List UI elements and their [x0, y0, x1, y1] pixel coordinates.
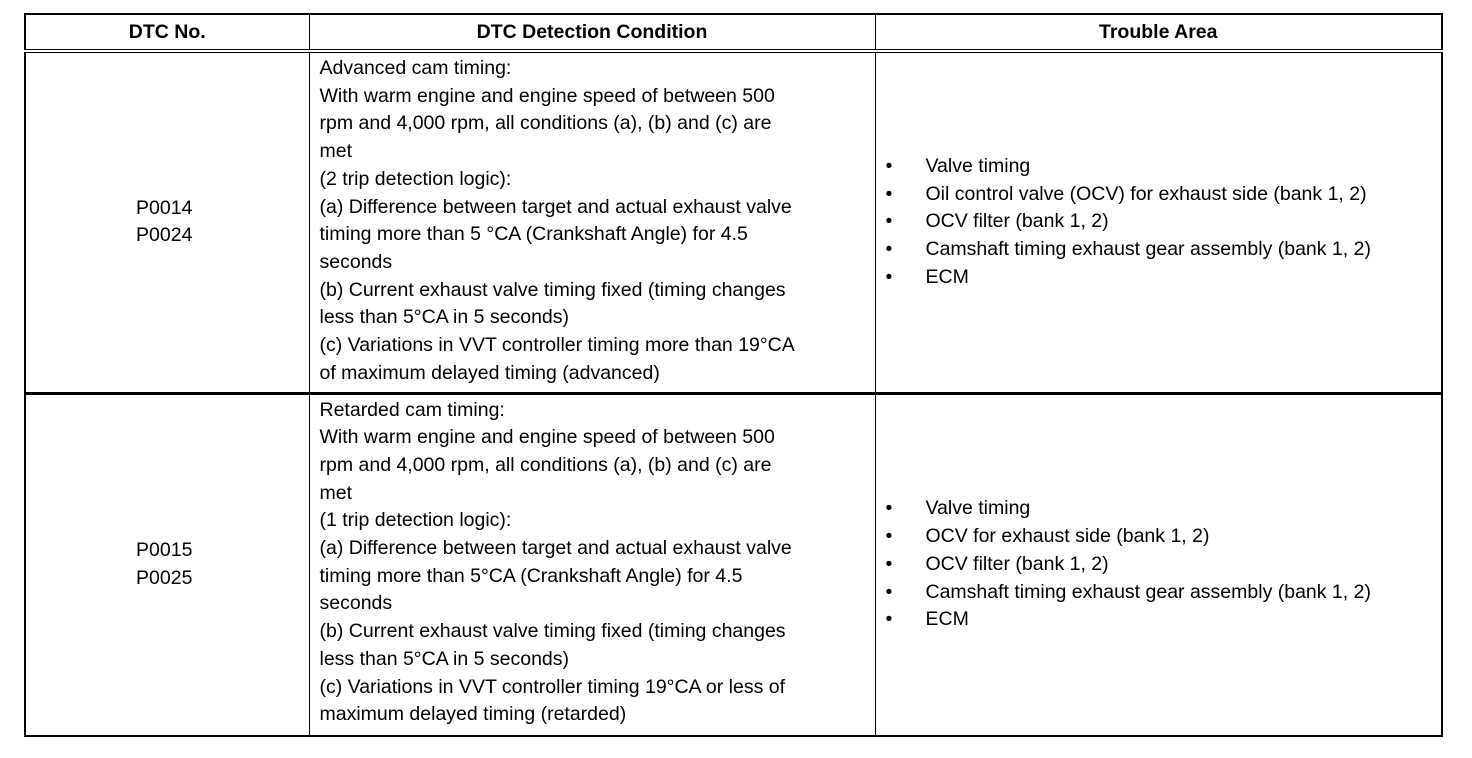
- header-detection-condition: DTC Detection Condition: [309, 14, 875, 51]
- table-row: [25, 51, 1442, 393]
- condition-line: Retarded cam timing:: [319, 398, 505, 421]
- trouble-area-cell: [875, 51, 1442, 393]
- list-item: [886, 264, 1442, 292]
- condition-line: rpm and 4,000 rpm, all conditions (a), (b) and (c) are: [319, 112, 772, 135]
- condition-line: rpm and 4,000 rpm, all conditions (a), (b) and (c) are: [319, 453, 772, 476]
- condition-line: of maximum delayed timing (advanced): [319, 361, 660, 384]
- list-item: [886, 606, 1442, 634]
- trouble-area-label: Camshaft timing exhaust gear assembly (bank 1, 2): [925, 580, 1371, 603]
- condition-line: (2 trip detection logic):: [319, 167, 512, 190]
- bullet-icon: •: [885, 182, 893, 205]
- header-trouble-area: Trouble Area: [875, 14, 1442, 51]
- dtc-code-cell: [25, 51, 309, 393]
- trouble-area-label: OCV for exhaust side (bank 1, 2): [925, 525, 1210, 548]
- header-dtc-no: DTC No.: [25, 14, 309, 51]
- detection-condition-cell: [309, 51, 875, 393]
- bullet-icon: •: [885, 525, 893, 548]
- detection-condition-cell: [309, 393, 875, 736]
- condition-line: met: [319, 481, 353, 504]
- list-item: [886, 208, 1442, 236]
- trouble-area-label: Oil control valve (OCV) for exhaust side (bank 1, 2): [925, 182, 1367, 205]
- list-item: [886, 181, 1442, 209]
- table-header-row: [25, 14, 1442, 51]
- dtc-table: [24, 13, 1443, 737]
- trouble-area-label: OCV filter (bank 1, 2): [925, 210, 1109, 233]
- trouble-area-label: ECM: [925, 608, 969, 631]
- dtc-code: P0015: [136, 539, 193, 562]
- condition-line: (c) Variations in VVT controller timing 19°CA or less of: [319, 675, 786, 698]
- condition-line: (b) Current exhaust valve timing fixed (timing changes: [319, 278, 786, 301]
- list-item: [886, 495, 1442, 523]
- dtc-code-cell: [25, 393, 309, 736]
- list-item: [886, 523, 1442, 551]
- condition-line: seconds: [319, 592, 393, 615]
- condition-line: seconds: [319, 250, 393, 273]
- trouble-area-label: Camshaft timing exhaust gear assembly (bank 1, 2): [925, 238, 1371, 261]
- bullet-icon: •: [885, 552, 893, 575]
- bullet-icon: •: [885, 238, 893, 261]
- bullet-icon: •: [885, 580, 893, 603]
- trouble-area-list: [886, 495, 1442, 634]
- condition-line: With warm engine and engine speed of between 500: [319, 84, 775, 107]
- condition-line: less than 5°CA in 5 seconds): [319, 306, 570, 329]
- condition-line: maximum delayed timing (retarded): [319, 703, 627, 726]
- condition-line: met: [319, 140, 353, 163]
- condition-line: less than 5°CA in 5 seconds): [319, 647, 570, 670]
- condition-line: (a) Difference between target and actual exhaust valve: [319, 195, 792, 218]
- list-item: [886, 579, 1442, 607]
- condition-line: timing more than 5°CA (Crankshaft Angle) for 4.5: [319, 564, 743, 587]
- bullet-icon: •: [885, 265, 893, 288]
- table-row: [25, 393, 1442, 736]
- trouble-area-list: [886, 153, 1442, 292]
- bullet-icon: •: [885, 608, 893, 631]
- trouble-area-label: Valve timing: [925, 154, 1031, 177]
- condition-line: timing more than 5 °CA (Crankshaft Angle) for 4.5: [319, 223, 748, 246]
- dtc-code: P0014: [136, 196, 193, 219]
- bullet-icon: •: [885, 210, 893, 233]
- dtc-code: P0024: [136, 224, 193, 247]
- list-item: [886, 551, 1442, 579]
- condition-line: (c) Variations in VVT controller timing more than 19°CA: [319, 334, 795, 357]
- trouble-area-label: Valve timing: [925, 497, 1031, 520]
- condition-line: Advanced cam timing:: [319, 57, 512, 79]
- condition-line: With warm engine and engine speed of between 500: [319, 426, 775, 449]
- bullet-icon: •: [885, 497, 893, 520]
- list-item: [886, 236, 1442, 264]
- dtc-code: P0025: [136, 566, 193, 589]
- trouble-area-label: OCV filter (bank 1, 2): [925, 552, 1109, 575]
- condition-line: (b) Current exhaust valve timing fixed (timing changes: [319, 620, 786, 643]
- trouble-area-cell: [875, 393, 1442, 736]
- condition-line: (a) Difference between target and actual exhaust valve: [319, 537, 792, 560]
- list-item: [886, 153, 1442, 181]
- condition-line: (1 trip detection logic):: [319, 509, 512, 532]
- bullet-icon: •: [885, 154, 893, 177]
- trouble-area-label: ECM: [925, 265, 969, 288]
